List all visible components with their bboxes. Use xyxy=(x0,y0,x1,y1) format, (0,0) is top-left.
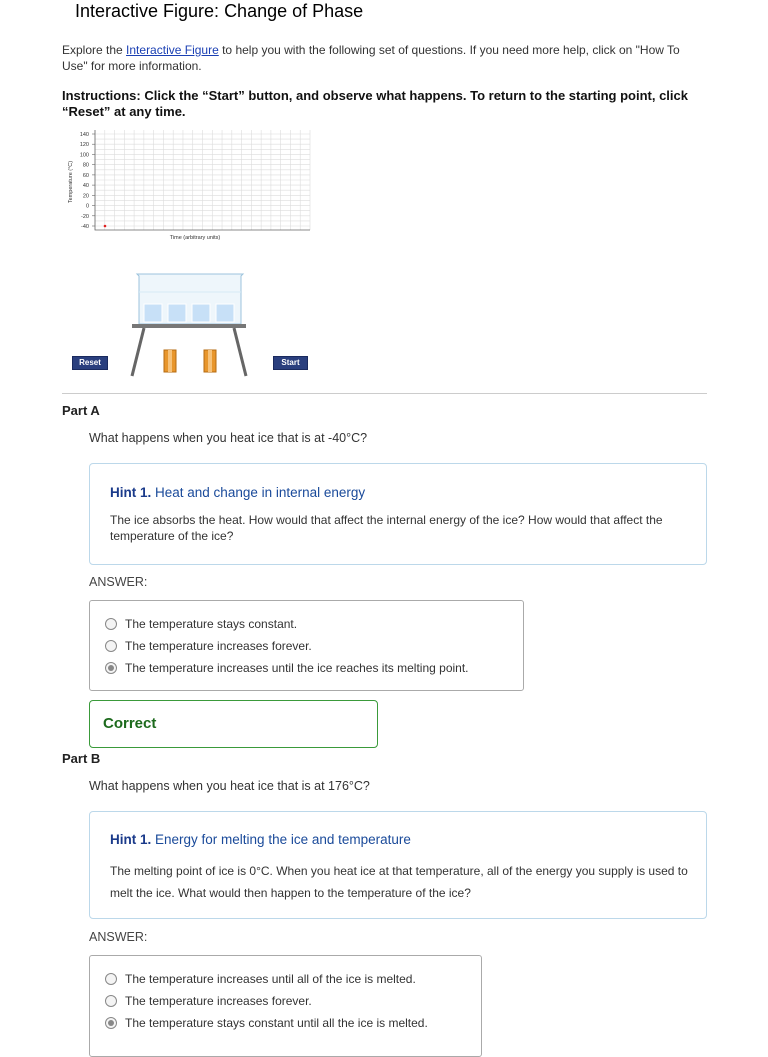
y-tick-label: 40 xyxy=(82,183,89,190)
feedback-text: Correct xyxy=(103,715,157,732)
y-tick-labels xyxy=(80,132,95,230)
y-tick-label: -20 xyxy=(81,213,89,220)
start-button[interactable]: Start xyxy=(273,356,308,370)
data-point xyxy=(104,225,107,228)
temperature-chart xyxy=(60,124,320,244)
correct-feedback xyxy=(89,700,378,748)
part-a-answer-box xyxy=(89,600,524,691)
burner-left xyxy=(164,350,176,372)
hint-body: The ice absorbs the heat. How would that affect the internal energy of the ice? How would that affect the temperature of the ice? xyxy=(110,513,663,543)
part-a-option-1[interactable] xyxy=(105,617,297,631)
reset-button[interactable]: Reset xyxy=(72,356,108,370)
hint-number: Hint 1. xyxy=(110,832,152,847)
option-text: The temperature stays constant. xyxy=(125,617,298,631)
radio-button[interactable] xyxy=(105,618,117,630)
x-axis-label: Time (arbitrary units) xyxy=(169,235,221,241)
hint-body: The melting point of ice is 0°C. When you heat ice at that temperature, all of the energy you supply is used to melt the ice. What would then happen to the temperature of the ice? xyxy=(110,864,688,900)
y-tick-label: -40 xyxy=(81,224,89,230)
y-tick-label: 0 xyxy=(85,203,89,210)
y-tick-label: 80 xyxy=(82,162,89,169)
hint-title-text: Energy for melting the ice and temperature xyxy=(151,832,411,847)
part-a-option-2[interactable] xyxy=(105,639,312,653)
burner-right xyxy=(204,350,216,372)
option-text: The temperature increases forever. xyxy=(125,639,312,653)
y-tick-label: 60 xyxy=(82,172,89,179)
hint-title[interactable] xyxy=(110,485,365,500)
y-tick-label: 100 xyxy=(79,152,89,159)
intro-text xyxy=(62,42,702,74)
option-text: The temperature increases until the ice reaches its melting point. xyxy=(125,661,469,675)
radio-button-selected[interactable] xyxy=(105,1017,117,1029)
part-a-question: What happens when you heat ice that is at -40°C? xyxy=(89,431,368,445)
option-text: The temperature stays constant until all the ice is melted. xyxy=(125,1016,428,1030)
option-text: The temperature increases until all of the ice is melted. xyxy=(125,972,416,986)
radio-button[interactable] xyxy=(105,995,117,1007)
hint-title-text: Heat and change in internal energy xyxy=(151,485,366,500)
option-text: The temperature increases forever. xyxy=(125,994,312,1008)
intro-after: to help you with the following set of questions. If you need more help, click on "How To Use" for more information. xyxy=(62,43,680,73)
part-b-option-1[interactable] xyxy=(105,972,416,986)
part-a-label: Part A xyxy=(62,403,100,418)
page-title: Interactive Figure: Change of Phase xyxy=(75,1,364,21)
hint-number: Hint 1. xyxy=(110,485,152,500)
part-b-label: Part B xyxy=(62,751,101,766)
part-b-answer-label: ANSWER: xyxy=(89,930,148,944)
part-b-option-3[interactable] xyxy=(105,1016,428,1030)
part-b-option-2[interactable] xyxy=(105,994,312,1008)
radio-button[interactable] xyxy=(105,640,117,652)
part-b-question: What happens when you heat ice that is at 176°C? xyxy=(89,779,370,793)
y-axis-label: Temperature (°C) xyxy=(68,160,74,204)
hint-title[interactable] xyxy=(110,832,411,847)
part-a-hint[interactable] xyxy=(89,463,707,565)
y-tick-label: 20 xyxy=(82,193,89,200)
data-points xyxy=(104,225,107,228)
part-b-answer-box xyxy=(89,955,482,1057)
part-a-option-3[interactable] xyxy=(105,661,469,675)
interactive-figure-link[interactable]: Interactive Figure xyxy=(126,43,219,57)
intro-before: Explore the xyxy=(62,43,127,57)
stand xyxy=(132,324,246,376)
y-tick-label: 120 xyxy=(79,142,89,149)
part-a-answer-label: ANSWER: xyxy=(89,575,148,589)
radio-button[interactable] xyxy=(105,973,117,985)
part-b-hint[interactable] xyxy=(89,811,707,919)
y-tick-label: 140 xyxy=(79,132,89,138)
chart-grid xyxy=(95,130,310,230)
divider xyxy=(62,393,707,394)
radio-button-selected[interactable] xyxy=(105,662,117,674)
instructions: Instructions: Click the “Start” button, and observe what happens. To return to the starting point, click “Reset” at any time. xyxy=(62,88,688,119)
